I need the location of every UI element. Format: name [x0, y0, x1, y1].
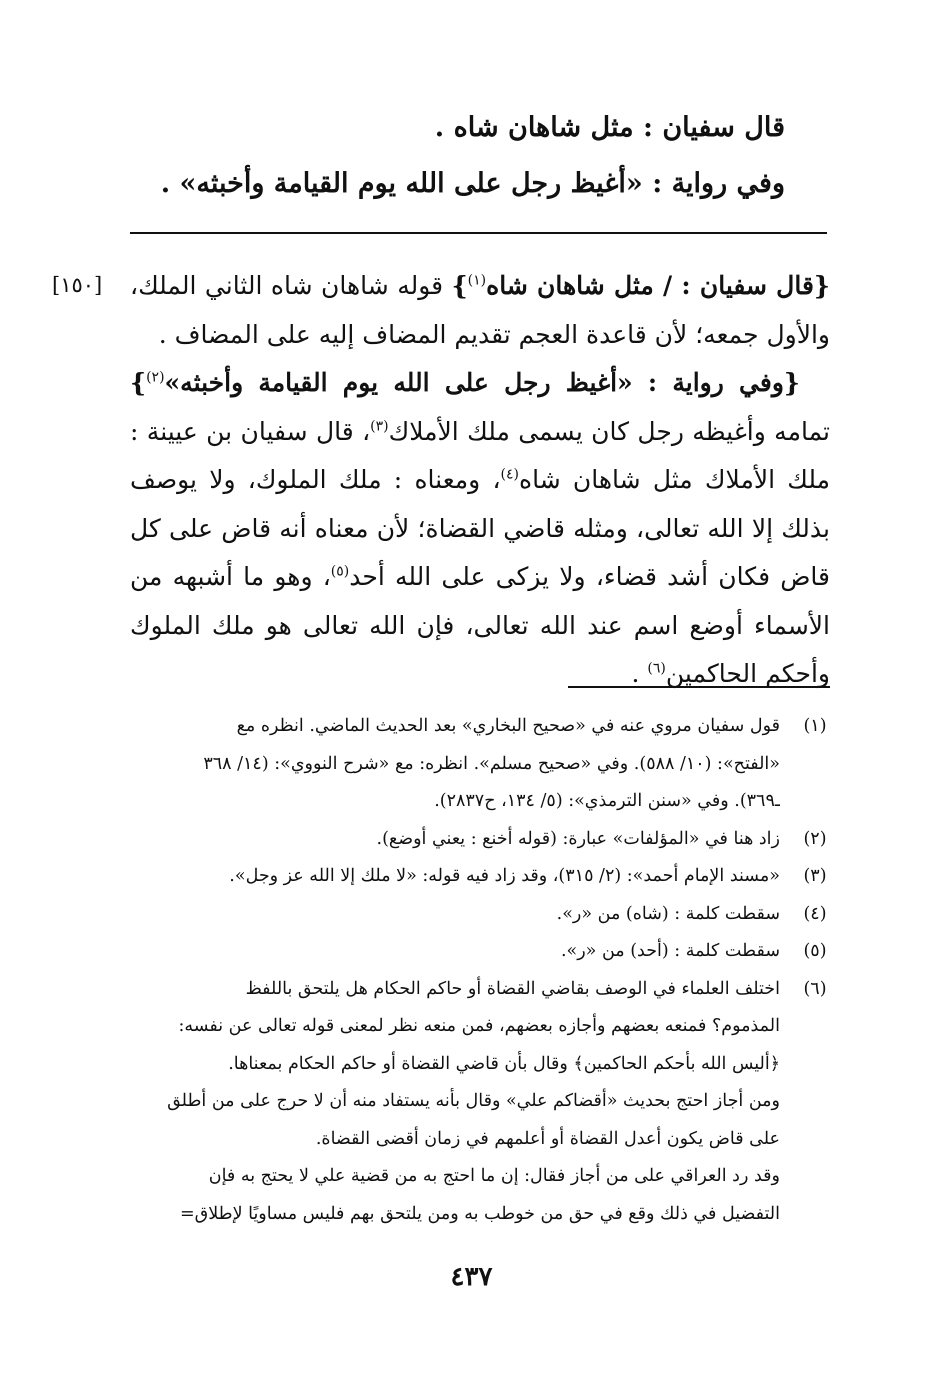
commentary-text: تمامه وأغيظه رجل كان يسمى ملك الأملاك	[388, 416, 831, 446]
footnote-5	[130, 933, 835, 971]
commentary-text: ، ومعناه : ملك الملوك، ولا يوصف بذلك إلا الله تعالى، ومثله قاضي القضاة؛ لأن معناه أنه قاض على كل قاض فكان أشد قضاء، ولا يزكى على الله أحد	[130, 465, 830, 591]
footnote-ref-3: (٣)	[370, 418, 389, 435]
commentary-text: ، وهو ما أشبهه من الأسماء أوضع اسم عند الله تعالى، فإن الله تعالى هو ملك الملوك وأحكم الحاكمين	[130, 562, 830, 688]
footnote-line: زاد هنا في «المؤلفات» عبارة: (قوله أخنع : يعني أوضع).	[376, 828, 780, 849]
footnote-line: على قاض يكون أعدل القضاة أو أعلمهم في زمان أقضى القضاة.	[315, 1128, 780, 1149]
footnote-line: وقد رد العراقي على من أجاز فقال: إن ما احتج به من قضية علي لا يحتج به فإن	[208, 1166, 780, 1186]
manuscript-page-ref: [١٥٠]	[52, 273, 103, 297]
footnote-number: (٤)	[803, 903, 827, 924]
brace-close: }	[130, 368, 147, 397]
footnote-line: سقطت كلمة : (شاه) من «ر».	[556, 903, 780, 924]
footnote-line: ﴿أليس الله بأحكم الحاكمين﴾ وقال بأن قاضي القضاة أو حاكم الحكام بمعناها.	[228, 1053, 780, 1074]
footnote-line: المذموم؟ فمنعه بعضهم وأجازه بعضهم، فمن منعه نظر لمعنى قوله تعالى عن نفسه:	[178, 1016, 780, 1036]
hadith-line-2: وفي رواية : «أغيظ رجل على الله يوم القيامة وأخبثه» .	[160, 168, 785, 199]
footnote-number: (٦)	[803, 978, 827, 999]
footnote-number: (٥)	[803, 941, 827, 961]
hadith-text	[130, 100, 785, 212]
footnote-line: سقطت كلمة : (أحد) من «ر».	[560, 941, 780, 961]
main-divider	[130, 232, 827, 234]
brace-close: }	[451, 271, 468, 300]
footnote-number: (٣)	[803, 866, 827, 886]
commentary-paragraph-2	[130, 359, 830, 699]
footnotes	[130, 708, 835, 1233]
footnote-number: (٢)	[803, 828, 827, 849]
footnote-ref-2: (٢)	[146, 369, 165, 386]
page-number: ٤٣٧	[450, 1262, 493, 1292]
footnote-line: ـ٣٦٩). وفي «سنن الترمذي»: (٥/ ١٣٤، ح٢٨٣٧).	[434, 791, 780, 811]
quoted-matn: {قال سفيان : / مثل شاهان شاه	[486, 271, 830, 300]
footnote-line: «الفتح»: (١٠/ ٥٨٨). وفي «صحيح مسلم». انظره: مع «شرح النووي»: (١٤/ ٣٦٨	[203, 753, 780, 774]
footnote-line: «مسند الإمام أحمد»: (٢/ ٣١٥)، وقد زاد فيه قوله: «لا ملك إلا الله عز وجل».	[229, 866, 780, 886]
footnotes-divider	[568, 686, 830, 688]
commentary-text: .	[631, 659, 648, 688]
footnote-number: (١)	[803, 716, 827, 736]
footnote-4	[130, 896, 835, 934]
footnote-line: التفضيل في ذلك وقع في حق من خوطب به ومن يلتحق بهم فليس مساويًا لإطلاق=	[179, 1203, 780, 1224]
quoted-matn: {وفي رواية : «أغيظ رجل على الله يوم القيامة وأخبثه»	[164, 368, 800, 397]
footnote-ref-5: (٥)	[330, 563, 350, 580]
footnote-line: قول سفيان مروي عنه في «صحيح البخاري» بعد الحديث الماضي. انظره مع	[236, 716, 780, 736]
commentary-paragraph-1	[130, 262, 830, 359]
footnote-3	[130, 858, 835, 896]
footnote-line: ومن أجاز احتج بحديث «أقضاكم علي» وقال بأنه يستفاد منه أن لا حرج على من أطلق	[167, 1091, 780, 1111]
commentary-text: قوله شاهان شاه الثاني الملك، والأول جمعه؛ لأن قاعدة العجم تقديم المضاف إليه على المضاف .	[130, 271, 830, 349]
footnote-line: اختلف العلماء في الوصف بقاضي القضاة أو حاكم الحكام هل يلتحق باللفظ	[245, 978, 780, 999]
footnote-1	[130, 708, 835, 821]
hadith-line-1: قال سفيان : مثل شاهان شاه .	[434, 112, 785, 143]
footnote-6	[130, 971, 835, 1234]
footnote-2	[130, 821, 835, 859]
footnote-ref-4: (٤)	[500, 466, 519, 483]
commentary-text: ، قال سفيان بن عيينة : ملك الأملاك مثل شاهان شاه	[130, 416, 830, 494]
footnote-ref-1: (١)	[467, 272, 487, 289]
commentary	[130, 262, 830, 699]
footnote-ref-6: (٦)	[647, 660, 666, 677]
